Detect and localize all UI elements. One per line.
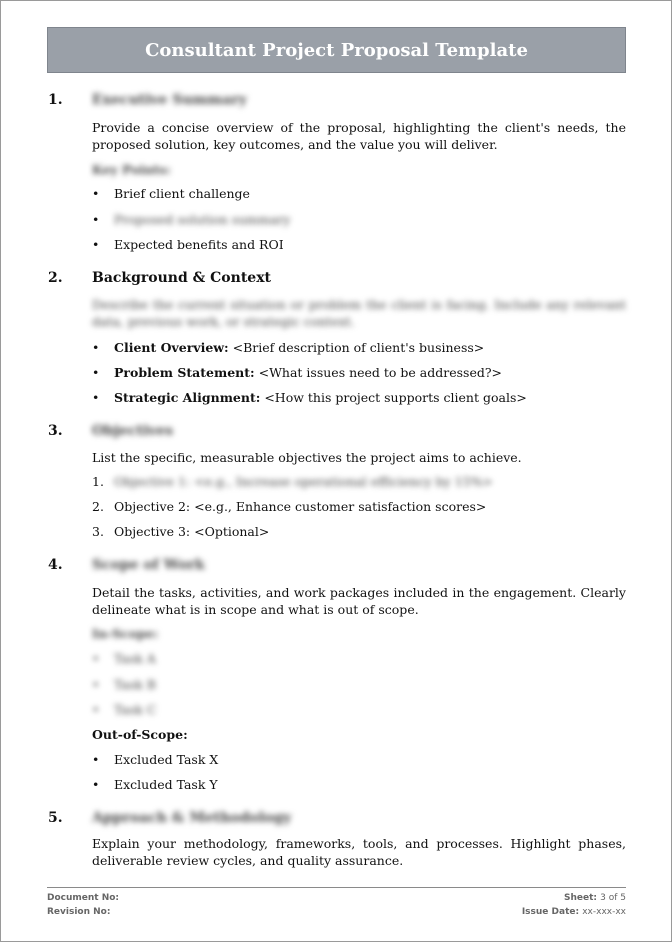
list-item [92,236,284,253]
list-item-text: Excluded Task Y [114,777,218,792]
sheet-label: Sheet: [564,893,597,903]
sheet-value: 3 of 5 [600,893,626,903]
list-item-text: <What issues need to be addressed?> [254,365,503,380]
bullet-icon: • [92,702,100,717]
section-4-paragraph: Detail the tasks, activities, and work packages included in the engagement. Clearly delineate what is in scope and what is out of scope. [92,585,626,617]
list-item [92,364,502,381]
section-2-title: Background & Context [92,270,272,286]
item-number: 3. [92,524,104,539]
section-1-paragraph: Provide a concise overview of the proposal, highlighting the client's needs, the proposed solution, key outcomes, and the value you will deliver. [92,120,626,152]
revision-number [47,907,110,917]
item-text: Objective 2: <e.g., Enhance customer satisfaction scores> [114,499,487,514]
bullet-icon: • [92,390,100,405]
bullet-icon: • [92,677,100,692]
list-item-text: Expected benefits and ROI [114,237,284,252]
list-item-text: Excluded Task X [114,752,219,767]
section-5-paragraph: Explain your methodology, frameworks, tools, and processes. Highlight phases, deliverable review cycles, and quality assurance. [92,836,626,868]
bullet-icon: • [92,365,100,380]
section-1-title: Executive Summary [92,92,247,108]
list-item [92,751,218,768]
item-number: 1. [92,474,104,489]
section-5-number: 5. [48,810,63,826]
section-4-number: 4. [48,557,63,573]
list-item-text: <How this project supports client goals> [260,390,527,405]
footer-divider [47,887,626,888]
list-item-text: Task B [114,677,156,692]
section-4-title: Scope of Work [92,557,205,573]
issue-date [522,907,626,917]
list-item [92,776,218,793]
list-item [92,676,156,693]
list-item [92,650,156,667]
list-item [92,389,527,406]
section-3-number: 3. [48,423,63,439]
page-title-text: Consultant Project Proposal Template [145,39,528,61]
section-3-paragraph: List the specific, measurable objectives the project aims to achieve. [92,450,522,465]
list-item [92,185,250,202]
in-scope-label: In-Scope: [92,626,159,641]
bullet-icon: • [92,186,100,201]
section-3-title: Objectives [92,423,174,439]
list-item-text: <Brief description of client's business> [228,340,485,355]
list-item-text: Task C [114,702,157,717]
out-of-scope-label: Out-of-Scope: [92,727,188,742]
numbered-item [92,473,493,490]
list-item-label: Strategic Alignment: [114,390,261,405]
item-text: Objective 3: <Optional> [114,524,270,539]
section-2-paragraph: Describe the current situation or problem the client is facing. Include any relevant data, previous work, or strategic context. [92,297,626,329]
page-title [47,27,626,73]
list-item-label: Problem Statement: [114,365,255,380]
bullet-icon: • [92,752,100,767]
section-1-subheading: Key Points: [92,162,171,177]
list-item [92,339,484,356]
list-item [92,211,290,228]
sheet-indicator [564,893,626,903]
item-number: 2. [92,499,104,514]
bullet-icon: • [92,340,100,355]
section-5-title: Approach & Methodology [92,810,292,826]
numbered-item [92,498,486,515]
bullet-icon: • [92,651,100,666]
list-item [92,701,156,718]
list-item-text: Task A [114,651,156,666]
item-text: Objective 1: <e.g., Increase operational efficiency by 15%> [114,474,493,489]
bullet-icon: • [92,777,100,792]
issue-date-value: xx-xxx-xx [582,907,626,917]
list-item-text: Proposed solution summary [114,212,291,227]
list-item-label: Client Overview: [114,340,229,355]
document-number-label: Document No: [47,893,120,903]
bullet-icon: • [92,212,100,227]
numbered-item [92,523,269,540]
document-number [47,893,119,903]
section-1-number: 1. [48,92,63,108]
bullet-icon: • [92,237,100,252]
issue-date-label: Issue Date: [521,907,580,917]
revision-number-label: Revision No: [47,907,111,917]
section-2-number: 2. [48,270,63,286]
list-item-text: Brief client challenge [114,186,250,201]
